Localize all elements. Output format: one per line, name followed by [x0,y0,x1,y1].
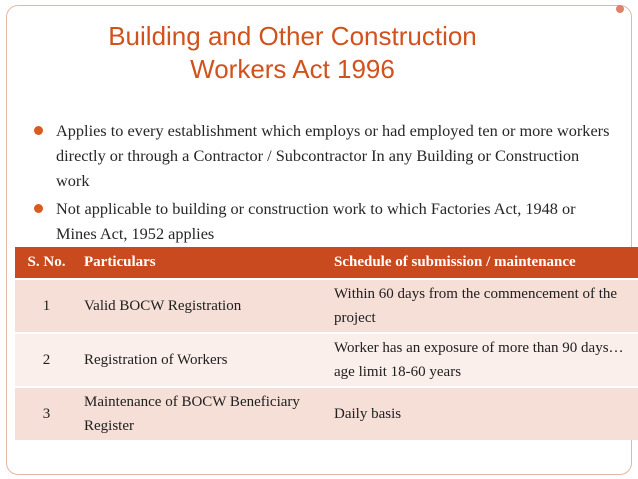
bullet-item [34,196,614,246]
register-table [15,247,638,440]
cell-schedule: Within 60 days from the commencement of the project [328,279,638,333]
bullet-dot-icon [34,126,43,135]
header-schedule: Schedule of submission / maintenance [328,247,638,279]
table-row [15,387,638,440]
header-sno: S. No. [15,247,78,279]
cell-sno: 3 [15,387,78,440]
cell-particulars: Maintenance of BOCW Beneficiary Register [78,387,328,440]
bullet-dot-icon [34,204,43,213]
title-line-1: Building and Other Construction [108,21,477,51]
cell-particulars: Registration of Workers [78,333,328,387]
bullet-text: Applies to every establishment which employs or had employed ten or more workers directly or through a Contractor / Subcontractor In any Building or Construction work [56,121,610,190]
cell-sno: 2 [15,333,78,387]
header-particulars: Particulars [78,247,328,279]
bullet-item [34,118,614,193]
cell-particulars: Valid BOCW Registration [78,279,328,333]
table-row [15,333,638,387]
title-line-2: Workers Act 1996 [190,54,395,84]
cell-schedule: Worker has an exposure of more than 90 days… age limit 18-60 years [328,333,638,387]
table-header-row [15,247,638,279]
cell-sno: 1 [15,279,78,333]
corner-dot-decoration [616,5,624,13]
bullet-text: Not applicable to building or construction work to which Factories Act, 1948 or Mines Act, 1952 applies [56,199,576,243]
bullet-list [34,118,614,249]
slide-title [0,20,585,86]
table-row [15,279,638,333]
cell-schedule: Daily basis [328,387,638,440]
